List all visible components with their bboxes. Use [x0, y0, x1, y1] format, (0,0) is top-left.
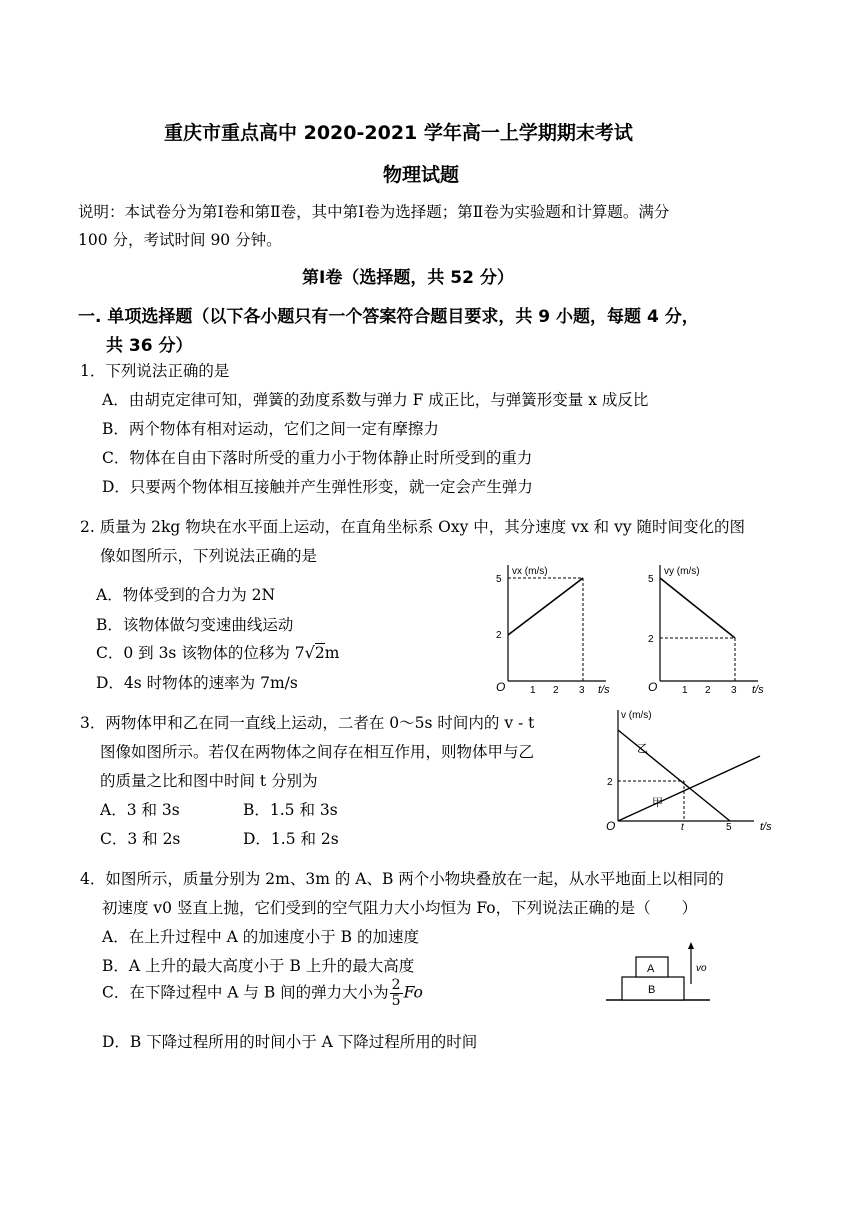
exam-subtitle: 物理试题	[383, 164, 460, 186]
q3-graph	[604, 706, 784, 831]
vx-xtick-2: 2	[553, 685, 559, 695]
q4-option-c-text: C．在下降过程中 A 与 B 间的弹力大小为	[102, 983, 389, 1002]
vx-xtick-1: 1	[530, 685, 536, 695]
q2-graph-vy	[642, 565, 777, 695]
q3-xtick-5: 5	[726, 822, 732, 831]
q3-option-d: D．1.5 和 2s	[243, 830, 339, 848]
vx-ytick-5: 5	[496, 574, 502, 585]
vy-xtick-3: 3	[731, 685, 737, 695]
exam-note-line1: 说明：本试卷分为第Ⅰ卷和第Ⅱ卷，其中第Ⅰ卷为选择题；第Ⅱ卷为实验题和计算题。满分	[78, 203, 670, 221]
block-a-label: A	[647, 963, 655, 975]
q2-option-a: A．物体受到的合力为 2N	[96, 586, 276, 604]
q2-option-c-radicand: 2	[314, 644, 325, 662]
vy-line	[660, 578, 735, 638]
block-b-label: B	[648, 984, 656, 996]
volume-title: 第Ⅰ卷（选择题，共 52 分）	[302, 268, 514, 288]
q4-figure	[604, 940, 754, 1010]
fraction-denominator: 5	[391, 993, 401, 1009]
q2-option-b: B．该物体做匀变速曲线运动	[96, 616, 294, 634]
vy-ytick-2: 2	[648, 634, 654, 645]
velocity-label: vo	[696, 963, 707, 974]
q3-ytick-2: 2	[607, 777, 613, 788]
q4-stem-line1: 4．如图所示，质量分别为 2m、3m 的 A、B 两个小物块叠放在一起，从水平地面上以相同的	[80, 870, 724, 888]
arrow-head-icon	[688, 942, 694, 949]
q1-option-c: C．物体在自由下落时所受的重力小于物体静止时所受到的重力	[102, 449, 533, 467]
vx-xtick-3: 3	[579, 685, 585, 695]
q1-option-a: A．由胡克定律可知，弹簧的劲度系数与弹力 F 成正比，与弹簧形变量 x 成反比	[102, 391, 649, 409]
q3-origin: O	[606, 819, 616, 831]
fraction-numerator: 2	[391, 977, 401, 993]
q3-ylabel: v (m/s)	[621, 710, 652, 721]
q2-stem-line1: 2. 质量为 2kg 物块在水平面上运动，在直角坐标系 Oxy 中，其分速度 vx 和 vy 随时间变化的图	[80, 518, 746, 536]
q2-option-c-unit: m	[324, 644, 340, 662]
q3-option-a: A．3 和 3s	[100, 801, 180, 819]
q3-xlabel: t/s	[760, 821, 772, 831]
q2-stem-line2: 像如图所示，下列说法正确的是	[100, 547, 318, 565]
q4-option-b: B．A 上升的最大高度小于 B 上升的最大高度	[102, 957, 415, 975]
q2-graph-vx	[490, 565, 620, 695]
q3-label-jia: 甲	[652, 797, 663, 809]
vx-ytick-2: 2	[496, 630, 502, 641]
vy-ylabel: vy (m/s)	[664, 566, 700, 577]
q3-stem-line2: 图像如图所示。若仅在两物体之间存在相互作用，则物体甲与乙	[100, 743, 535, 761]
exam-title: 重庆市重点高中 2020-2021 学年高一上学期期末考试	[164, 122, 633, 144]
exam-note-line2: 100 分，考试时间 90 分钟。	[78, 231, 282, 249]
q4-stem-line2: 初速度 v0 竖直上抛，它们受到的空气阻力大小均恒为 Fo，下列说法正确的是（ ）	[102, 899, 698, 917]
q4-option-c-force: Fo	[403, 983, 423, 1002]
section-heading-line2: 共 36 分）	[106, 336, 193, 356]
vx-line	[508, 578, 583, 635]
section-heading-line1: 一. 单项选择题（以下各小题只有一个答案符合题目要求，共 9 小题，每题 4 分，	[78, 307, 699, 327]
vy-origin: O	[648, 680, 658, 694]
sqrt-sign: √	[304, 643, 315, 662]
vy-xtick-2: 2	[705, 685, 711, 695]
vx-xlabel: t/s	[598, 684, 610, 695]
q3-stem-line3: 的质量之比和图中时间 t 分别为	[100, 772, 318, 790]
q3-label-yi: 乙	[637, 743, 648, 755]
q3-option-b: B．1.5 和 3s	[243, 801, 338, 819]
q4-option-c	[102, 978, 423, 1009]
q4-option-a: A．在上升过程中 A 的加速度小于 B 的加速度	[102, 928, 419, 946]
vx-ylabel: vx (m/s)	[512, 566, 548, 577]
q3-option-c: C．3 和 2s	[100, 830, 181, 848]
q1-stem: 1．下列说法正确的是	[80, 362, 230, 380]
q3-xtick-t: t	[681, 822, 684, 831]
q3-stem-line1: 3．两物体甲和乙在同一直线上运动，二者在 0～5s 时间内的 v - t	[80, 714, 535, 732]
vx-origin: O	[496, 680, 506, 694]
q3-line-yi	[618, 730, 730, 821]
vy-xtick-1: 1	[682, 685, 688, 695]
q4-option-d: D．B 下降过程所用的时间小于 A 下降过程所用的时间	[102, 1033, 478, 1051]
q1-option-b: B．两个物体有相对运动，它们之间一定有摩擦力	[102, 420, 439, 438]
q2-option-c-text: C．0 到 3s 该物体的位移为 7	[96, 644, 305, 662]
vy-ytick-5: 5	[648, 574, 654, 585]
q3-line-jia	[618, 756, 760, 821]
vy-xlabel: t/s	[752, 684, 764, 695]
q2-option-c	[96, 641, 339, 663]
q1-option-d: D．只要两个物体相互接触并产生弹性形变，就一定会产生弹力	[102, 478, 533, 496]
q4-option-c-fraction	[390, 978, 403, 1009]
q2-option-d: D．4s 时物体的速率为 7m/s	[96, 674, 298, 692]
